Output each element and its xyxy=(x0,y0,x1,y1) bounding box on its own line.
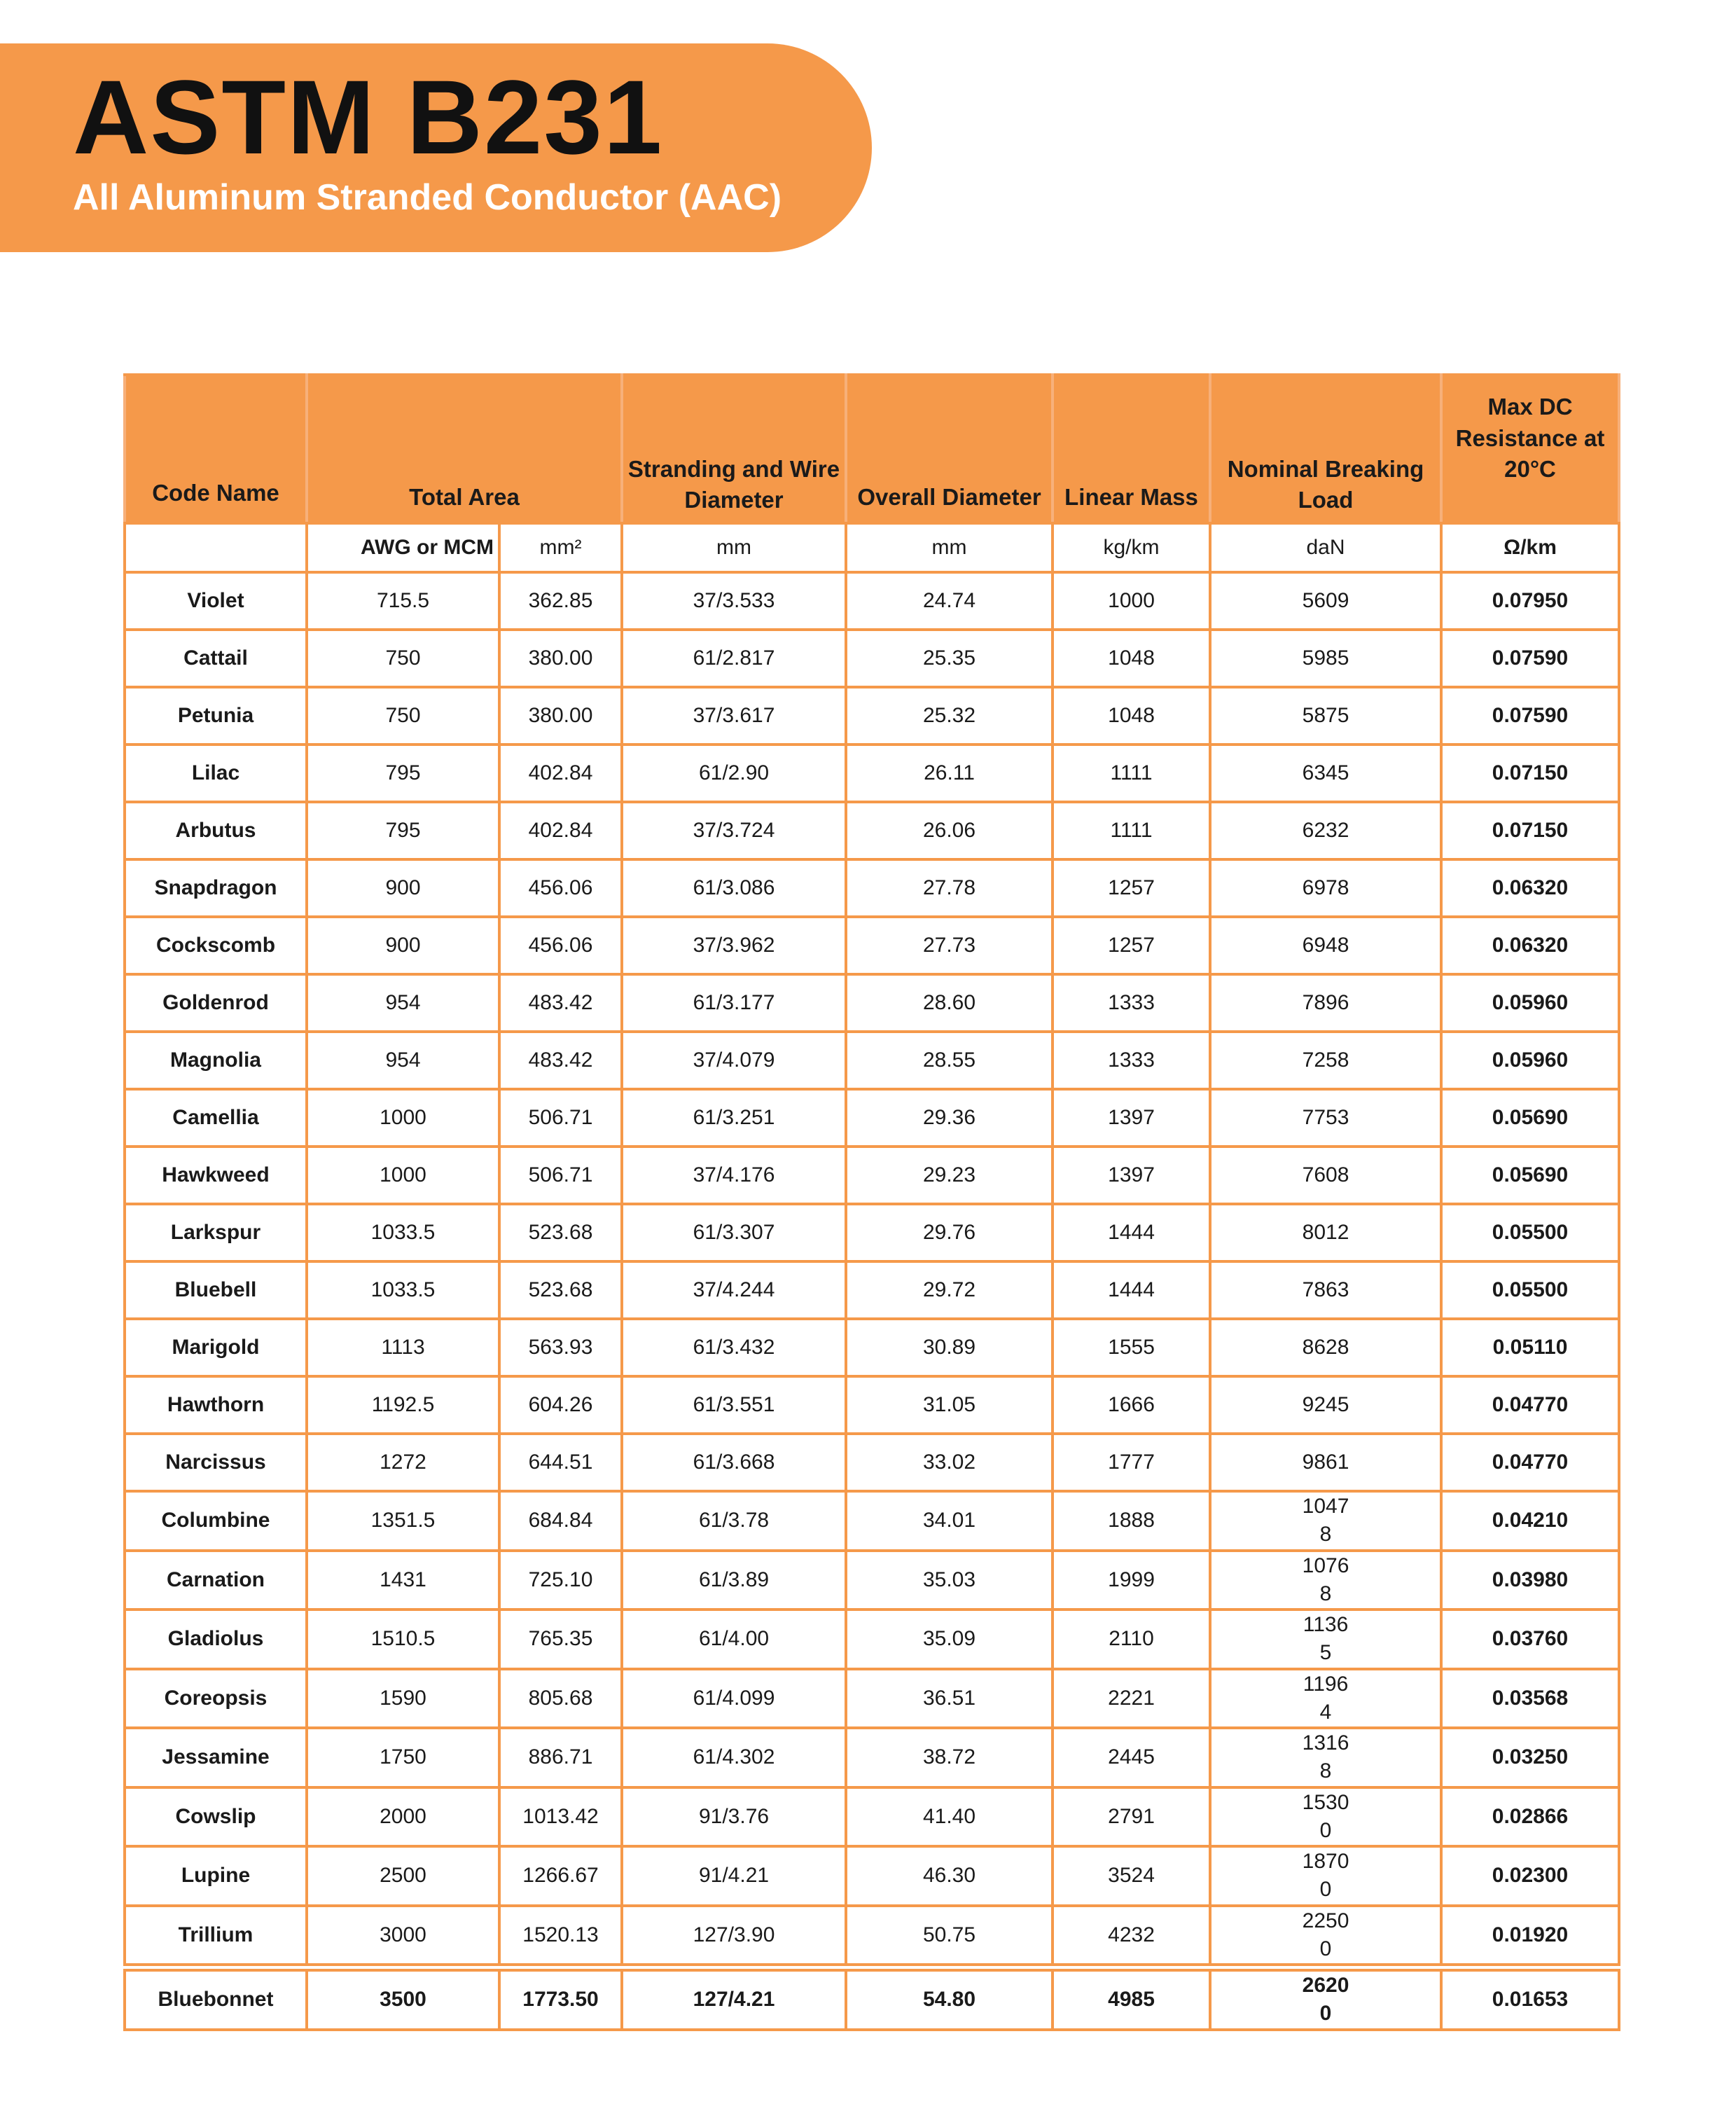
cell-resistance: 0.07950 xyxy=(1441,572,1619,630)
header-stranding: Stranding and Wire Diameter xyxy=(622,375,846,523)
table-row xyxy=(125,1434,1619,1491)
cell-breaking-load xyxy=(1210,1491,1441,1551)
table-row xyxy=(125,745,1619,802)
cell-stranding: 61/3.177 xyxy=(622,974,846,1032)
cell-linear-mass: 1111 xyxy=(1053,802,1210,859)
cell-linear-mass: 4985 xyxy=(1053,1967,1210,2030)
cell-linear-mass: 1048 xyxy=(1053,630,1210,687)
table-row xyxy=(125,687,1619,745)
header-breaking-load: Nominal Breaking Load xyxy=(1210,375,1441,523)
header-total-area: Total Area xyxy=(307,375,622,523)
cell-area-mm2: 1266.67 xyxy=(499,1846,622,1906)
cell-stranding: 61/2.817 xyxy=(622,630,846,687)
cell-linear-mass: 1444 xyxy=(1053,1261,1210,1319)
cell-stranding: 127/4.21 xyxy=(622,1967,846,2030)
table-row xyxy=(125,859,1619,917)
cell-overall-diameter: 26.11 xyxy=(846,745,1053,802)
cell-awg-mcm: 1113 xyxy=(307,1319,499,1376)
cell-linear-mass: 1888 xyxy=(1053,1491,1210,1551)
cell-stranding: 61/2.90 xyxy=(622,745,846,802)
cell-awg-mcm: 750 xyxy=(307,630,499,687)
cell-code-name: Columbine xyxy=(125,1491,307,1551)
cell-resistance: 0.03760 xyxy=(1441,1610,1619,1669)
cell-awg-mcm: 1192.5 xyxy=(307,1376,499,1434)
breaking-load-value: 15300 xyxy=(1302,1790,1349,1842)
cell-code-name: Larkspur xyxy=(125,1204,307,1261)
cell-resistance: 0.04770 xyxy=(1441,1376,1619,1434)
cell-area-mm2: 1013.42 xyxy=(499,1787,622,1847)
cell-overall-diameter: 38.72 xyxy=(846,1728,1053,1787)
breaking-load-value: 13168 xyxy=(1302,1731,1349,1783)
cell-overall-diameter: 54.80 xyxy=(846,1967,1053,2030)
table-row xyxy=(125,1261,1619,1319)
cell-code-name: Hawkweed xyxy=(125,1147,307,1204)
cell-area-mm2: 483.42 xyxy=(499,974,622,1032)
cell-area-mm2: 644.51 xyxy=(499,1434,622,1491)
cell-overall-diameter: 34.01 xyxy=(846,1491,1053,1551)
cell-breaking-load: 5609 xyxy=(1210,572,1441,630)
cell-awg-mcm: 1431 xyxy=(307,1551,499,1610)
cell-overall-diameter: 25.35 xyxy=(846,630,1053,687)
cell-code-name: Snapdragon xyxy=(125,859,307,917)
cell-overall-diameter: 35.09 xyxy=(846,1610,1053,1669)
breaking-load-value: 10478 xyxy=(1302,1495,1349,1546)
cell-area-mm2: 483.42 xyxy=(499,1032,622,1089)
cell-resistance: 0.03568 xyxy=(1441,1669,1619,1729)
cell-breaking-load: 6948 xyxy=(1210,917,1441,974)
header-max-dc-resistance: Max DC Resistance at 20°C xyxy=(1441,375,1619,523)
cell-overall-diameter: 26.06 xyxy=(846,802,1053,859)
cell-linear-mass: 1999 xyxy=(1053,1551,1210,1610)
cell-overall-diameter: 31.05 xyxy=(846,1376,1053,1434)
cell-area-mm2: 886.71 xyxy=(499,1728,622,1787)
cell-stranding: 37/4.244 xyxy=(622,1261,846,1319)
cell-stranding: 61/3.086 xyxy=(622,859,846,917)
breaking-load-value: 22500 xyxy=(1302,1909,1349,1960)
cell-overall-diameter: 29.23 xyxy=(846,1147,1053,1204)
cell-awg-mcm: 1510.5 xyxy=(307,1610,499,1669)
breaking-load-value: 11365 xyxy=(1303,1613,1349,1664)
cell-awg-mcm: 954 xyxy=(307,974,499,1032)
table-row xyxy=(125,1491,1619,1551)
cell-awg-mcm: 3000 xyxy=(307,1906,499,1968)
cell-code-name: Cockscomb xyxy=(125,917,307,974)
cell-resistance: 0.06320 xyxy=(1441,859,1619,917)
cell-stranding: 61/3.432 xyxy=(622,1319,846,1376)
cell-code-name: Narcissus xyxy=(125,1434,307,1491)
cell-stranding: 37/3.617 xyxy=(622,687,846,745)
cell-breaking-load: 9861 xyxy=(1210,1434,1441,1491)
cell-overall-diameter: 35.03 xyxy=(846,1551,1053,1610)
cell-breaking-load xyxy=(1210,1728,1441,1787)
breaking-load-value: 26200 xyxy=(1302,1974,1349,2025)
cell-stranding: 61/3.307 xyxy=(622,1204,846,1261)
cell-code-name: Lupine xyxy=(125,1846,307,1906)
cell-linear-mass: 2791 xyxy=(1053,1787,1210,1847)
cell-linear-mass: 2110 xyxy=(1053,1610,1210,1669)
cell-breaking-load: 5875 xyxy=(1210,687,1441,745)
cell-stranding: 61/3.251 xyxy=(622,1089,846,1147)
cell-overall-diameter: 27.78 xyxy=(846,859,1053,917)
cell-awg-mcm: 954 xyxy=(307,1032,499,1089)
unit-mass: kg/km xyxy=(1053,523,1210,572)
cell-area-mm2: 456.06 xyxy=(499,859,622,917)
cell-area-mm2: 805.68 xyxy=(499,1669,622,1729)
cell-awg-mcm: 1000 xyxy=(307,1147,499,1204)
table-row xyxy=(125,1147,1619,1204)
table-row xyxy=(125,1967,1619,2030)
cell-resistance: 0.05500 xyxy=(1441,1204,1619,1261)
cell-code-name: Trillium xyxy=(125,1906,307,1968)
cell-breaking-load xyxy=(1210,1551,1441,1610)
table-row xyxy=(125,572,1619,630)
cell-overall-diameter: 33.02 xyxy=(846,1434,1053,1491)
cell-area-mm2: 523.68 xyxy=(499,1204,622,1261)
cell-resistance: 0.05960 xyxy=(1441,1032,1619,1089)
cell-resistance: 0.01653 xyxy=(1441,1967,1619,2030)
cell-breaking-load: 8628 xyxy=(1210,1319,1441,1376)
unit-awg: AWG or MCM xyxy=(307,523,499,572)
cell-breaking-load: 7863 xyxy=(1210,1261,1441,1319)
table-row xyxy=(125,802,1619,859)
unit-stranding: mm xyxy=(622,523,846,572)
cell-overall-diameter: 24.74 xyxy=(846,572,1053,630)
header-linear-mass: Linear Mass xyxy=(1053,375,1210,523)
cell-linear-mass: 1257 xyxy=(1053,917,1210,974)
cell-code-name: Camellia xyxy=(125,1089,307,1147)
cell-linear-mass: 1000 xyxy=(1053,572,1210,630)
breaking-load-value: 10768 xyxy=(1302,1553,1349,1605)
cell-awg-mcm: 2500 xyxy=(307,1846,499,1906)
cell-area-mm2: 523.68 xyxy=(499,1261,622,1319)
cell-breaking-load: 9245 xyxy=(1210,1376,1441,1434)
cell-breaking-load: 6978 xyxy=(1210,859,1441,917)
cell-overall-diameter: 29.36 xyxy=(846,1089,1053,1147)
cell-breaking-load: 8012 xyxy=(1210,1204,1441,1261)
cell-resistance: 0.03980 xyxy=(1441,1551,1619,1610)
cell-resistance: 0.05500 xyxy=(1441,1261,1619,1319)
cell-awg-mcm: 715.5 xyxy=(307,572,499,630)
cell-overall-diameter: 29.72 xyxy=(846,1261,1053,1319)
cell-linear-mass: 1111 xyxy=(1053,745,1210,802)
unit-load: daN xyxy=(1210,523,1441,572)
cell-stranding: 61/3.78 xyxy=(622,1491,846,1551)
cell-code-name: Magnolia xyxy=(125,1032,307,1089)
cell-area-mm2: 402.84 xyxy=(499,745,622,802)
cell-linear-mass: 1397 xyxy=(1053,1089,1210,1147)
cell-overall-diameter: 28.55 xyxy=(846,1032,1053,1089)
cell-linear-mass: 1444 xyxy=(1053,1204,1210,1261)
cell-stranding: 37/4.176 xyxy=(622,1147,846,1204)
cell-area-mm2: 506.71 xyxy=(499,1089,622,1147)
table-row xyxy=(125,1728,1619,1787)
breaking-load-value: 11964 xyxy=(1303,1672,1349,1724)
cell-stranding: 61/3.551 xyxy=(622,1376,846,1434)
cell-awg-mcm: 900 xyxy=(307,859,499,917)
cell-area-mm2: 380.00 xyxy=(499,687,622,745)
units-row xyxy=(125,523,1619,572)
table-row xyxy=(125,1089,1619,1147)
cell-resistance: 0.05960 xyxy=(1441,974,1619,1032)
cell-code-name: Jessamine xyxy=(125,1728,307,1787)
table-row xyxy=(125,1032,1619,1089)
cell-code-name: Carnation xyxy=(125,1551,307,1610)
cell-code-name: Goldenrod xyxy=(125,974,307,1032)
table-row xyxy=(125,1787,1619,1847)
cell-linear-mass: 2445 xyxy=(1053,1728,1210,1787)
cell-resistance: 0.03250 xyxy=(1441,1728,1619,1787)
breaking-load-value: 18700 xyxy=(1302,1850,1349,1901)
table-row xyxy=(125,1319,1619,1376)
cell-code-name: Bluebell xyxy=(125,1261,307,1319)
cell-awg-mcm: 795 xyxy=(307,802,499,859)
cell-stranding: 37/4.079 xyxy=(622,1032,846,1089)
cell-breaking-load: 7896 xyxy=(1210,974,1441,1032)
cell-breaking-load xyxy=(1210,1967,1441,2030)
cell-awg-mcm: 1750 xyxy=(307,1728,499,1787)
cell-awg-mcm: 1033.5 xyxy=(307,1204,499,1261)
table-row xyxy=(125,1906,1619,1968)
header-overall-diameter: Overall Diameter xyxy=(846,375,1053,523)
cell-code-name: Violet xyxy=(125,572,307,630)
cell-overall-diameter: 25.32 xyxy=(846,687,1053,745)
cell-linear-mass: 4232 xyxy=(1053,1906,1210,1968)
cell-breaking-load: 6232 xyxy=(1210,802,1441,859)
cell-awg-mcm: 900 xyxy=(307,917,499,974)
cell-resistance: 0.04210 xyxy=(1441,1491,1619,1551)
cell-stranding: 127/3.90 xyxy=(622,1906,846,1968)
table-row xyxy=(125,1376,1619,1434)
cell-resistance: 0.05690 xyxy=(1441,1147,1619,1204)
unit-code-blank xyxy=(125,523,307,572)
cell-area-mm2: 362.85 xyxy=(499,572,622,630)
cell-code-name: Lilac xyxy=(125,745,307,802)
cell-resistance: 0.07590 xyxy=(1441,630,1619,687)
cell-awg-mcm: 1272 xyxy=(307,1434,499,1491)
cell-code-name: Cowslip xyxy=(125,1787,307,1847)
cell-breaking-load: 6345 xyxy=(1210,745,1441,802)
cell-linear-mass: 1333 xyxy=(1053,974,1210,1032)
cell-resistance: 0.05110 xyxy=(1441,1319,1619,1376)
cell-linear-mass: 1048 xyxy=(1053,687,1210,745)
cell-stranding: 37/3.533 xyxy=(622,572,846,630)
cell-breaking-load: 7258 xyxy=(1210,1032,1441,1089)
table-row xyxy=(125,917,1619,974)
cell-awg-mcm: 1033.5 xyxy=(307,1261,499,1319)
conductor-spec-table xyxy=(123,373,1620,2031)
cell-resistance: 0.04770 xyxy=(1441,1434,1619,1491)
cell-code-name: Cattail xyxy=(125,630,307,687)
cell-breaking-load: 7753 xyxy=(1210,1089,1441,1147)
cell-awg-mcm: 750 xyxy=(307,687,499,745)
table-row xyxy=(125,1551,1619,1610)
cell-area-mm2: 725.10 xyxy=(499,1551,622,1610)
cell-awg-mcm: 1000 xyxy=(307,1089,499,1147)
cell-stranding: 37/3.724 xyxy=(622,802,846,859)
cell-code-name: Petunia xyxy=(125,687,307,745)
cell-overall-diameter: 27.73 xyxy=(846,917,1053,974)
header-row xyxy=(125,375,1619,523)
cell-linear-mass: 1397 xyxy=(1053,1147,1210,1204)
table-row xyxy=(125,1846,1619,1906)
cell-area-mm2: 380.00 xyxy=(499,630,622,687)
cell-awg-mcm: 3500 xyxy=(307,1967,499,2030)
cell-area-mm2: 506.71 xyxy=(499,1147,622,1204)
cell-resistance: 0.07150 xyxy=(1441,802,1619,859)
cell-breaking-load xyxy=(1210,1610,1441,1669)
cell-stranding: 91/3.76 xyxy=(622,1787,846,1847)
cell-resistance: 0.01920 xyxy=(1441,1906,1619,1968)
cell-area-mm2: 563.93 xyxy=(499,1319,622,1376)
table-row xyxy=(125,1610,1619,1669)
cell-awg-mcm: 2000 xyxy=(307,1787,499,1847)
cell-overall-diameter: 50.75 xyxy=(846,1906,1053,1968)
unit-diameter: mm xyxy=(846,523,1053,572)
unit-resistance: Ω/km xyxy=(1441,523,1619,572)
cell-linear-mass: 2221 xyxy=(1053,1669,1210,1729)
cell-area-mm2: 604.26 xyxy=(499,1376,622,1434)
cell-awg-mcm: 1351.5 xyxy=(307,1491,499,1551)
cell-resistance: 0.02300 xyxy=(1441,1846,1619,1906)
table-row xyxy=(125,974,1619,1032)
cell-resistance: 0.02866 xyxy=(1441,1787,1619,1847)
cell-linear-mass: 1666 xyxy=(1053,1376,1210,1434)
cell-overall-diameter: 29.76 xyxy=(846,1204,1053,1261)
cell-area-mm2: 456.06 xyxy=(499,917,622,974)
page-subtitle: All Aluminum Stranded Conductor (AAC) xyxy=(73,177,782,218)
cell-breaking-load xyxy=(1210,1846,1441,1906)
cell-area-mm2: 1520.13 xyxy=(499,1906,622,1968)
cell-code-name: Marigold xyxy=(125,1319,307,1376)
cell-overall-diameter: 41.40 xyxy=(846,1787,1053,1847)
cell-stranding: 61/4.00 xyxy=(622,1610,846,1669)
cell-linear-mass: 1333 xyxy=(1053,1032,1210,1089)
cell-awg-mcm: 1590 xyxy=(307,1669,499,1729)
cell-code-name: Gladiolus xyxy=(125,1610,307,1669)
cell-code-name: Hawthorn xyxy=(125,1376,307,1434)
unit-mm2: mm² xyxy=(499,523,622,572)
cell-code-name: Coreopsis xyxy=(125,1669,307,1729)
cell-linear-mass: 3524 xyxy=(1053,1846,1210,1906)
cell-overall-diameter: 30.89 xyxy=(846,1319,1053,1376)
cell-stranding: 91/4.21 xyxy=(622,1846,846,1906)
cell-linear-mass: 1777 xyxy=(1053,1434,1210,1491)
cell-overall-diameter: 36.51 xyxy=(846,1669,1053,1729)
table-row xyxy=(125,1204,1619,1261)
cell-resistance: 0.05690 xyxy=(1441,1089,1619,1147)
cell-linear-mass: 1257 xyxy=(1053,859,1210,917)
table-row xyxy=(125,630,1619,687)
cell-breaking-load xyxy=(1210,1906,1441,1968)
cell-area-mm2: 402.84 xyxy=(499,802,622,859)
cell-stranding: 61/4.099 xyxy=(622,1669,846,1729)
cell-resistance: 0.07590 xyxy=(1441,687,1619,745)
cell-stranding: 37/3.962 xyxy=(622,917,846,974)
cell-breaking-load: 7608 xyxy=(1210,1147,1441,1204)
header-code-name: Code Name xyxy=(125,375,307,523)
page-title: ASTM B231 xyxy=(73,58,664,176)
cell-breaking-load xyxy=(1210,1787,1441,1847)
cell-code-name: Arbutus xyxy=(125,802,307,859)
cell-stranding: 61/3.668 xyxy=(622,1434,846,1491)
cell-linear-mass: 1555 xyxy=(1053,1319,1210,1376)
cell-overall-diameter: 28.60 xyxy=(846,974,1053,1032)
cell-resistance: 0.07150 xyxy=(1441,745,1619,802)
cell-stranding: 61/4.302 xyxy=(622,1728,846,1787)
cell-stranding: 61/3.89 xyxy=(622,1551,846,1610)
cell-code-name: Bluebonnet xyxy=(125,1967,307,2030)
cell-awg-mcm: 795 xyxy=(307,745,499,802)
cell-breaking-load: 5985 xyxy=(1210,630,1441,687)
cell-overall-diameter: 46.30 xyxy=(846,1846,1053,1906)
cell-area-mm2: 684.84 xyxy=(499,1491,622,1551)
cell-breaking-load xyxy=(1210,1669,1441,1729)
cell-area-mm2: 765.35 xyxy=(499,1610,622,1669)
table-row xyxy=(125,1669,1619,1729)
cell-area-mm2: 1773.50 xyxy=(499,1967,622,2030)
cell-resistance: 0.06320 xyxy=(1441,917,1619,974)
